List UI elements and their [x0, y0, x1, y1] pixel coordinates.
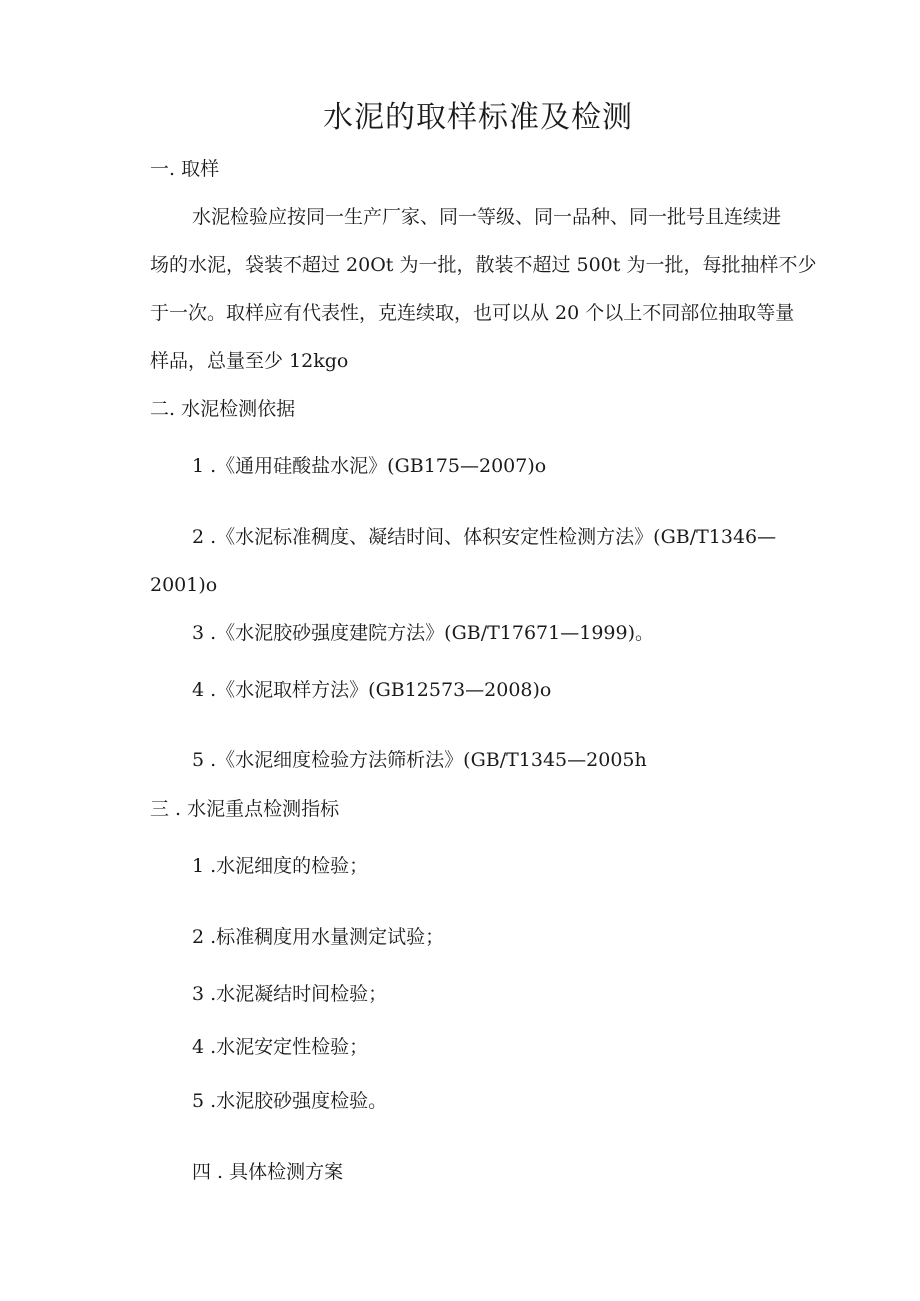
list-item: 1 .《通用硅酸盐水泥》(GB175—2007)o: [192, 455, 547, 477]
list-item: 4 .《水泥取样方法》(GB12573—2008)o: [192, 679, 552, 701]
paragraph-line: 场的水泥，袋装不超过 20Ot 为一批，散装不超过 500t 为一批，每批抽样不少: [150, 254, 817, 276]
section-heading-basis: 二. 水泥检测依据: [150, 398, 296, 420]
list-item: 3 .《水泥胶砂强度建院方法》(GB/T17671—1999)。: [192, 622, 655, 644]
page-title: 水泥的取样标准及检测: [323, 100, 633, 135]
section-heading-indicators: 三 . 水泥重点检测指标: [150, 798, 340, 820]
list-item: 5 .水泥胶砂强度检验。: [192, 1090, 388, 1112]
list-item: 5 .《水泥细度检验方法筛析法》(GB/T1345—2005h: [192, 749, 647, 771]
paragraph-line: 样品，总量至少 12kgo: [150, 350, 349, 372]
list-item: 1 .水泥细度的检验；: [192, 855, 369, 877]
list-item: 4 .水泥安定性检验；: [192, 1036, 369, 1058]
list-item-continuation: 2001)o: [150, 574, 218, 596]
section-heading-plan: 四 . 具体检测方案: [192, 1161, 344, 1183]
section-heading-sampling: 一. 取样: [150, 158, 220, 180]
list-item: 3 .水泥凝结时间检验；: [192, 983, 388, 1005]
paragraph-line: 水泥检验应按同一生产厂家、同一等级、同一品种、同一批号且连续进: [192, 206, 782, 228]
list-item: 2 .《水泥标准稠度、凝结时间、体积安定性检测方法》(GB/T1346—: [192, 526, 777, 548]
paragraph-line: 于一次。取样应有代表性，克连续取，也可以从 20 个以上不同部位抽取等量: [150, 302, 795, 324]
list-item: 2 .标准稠度用水量测定试验；: [192, 926, 445, 948]
